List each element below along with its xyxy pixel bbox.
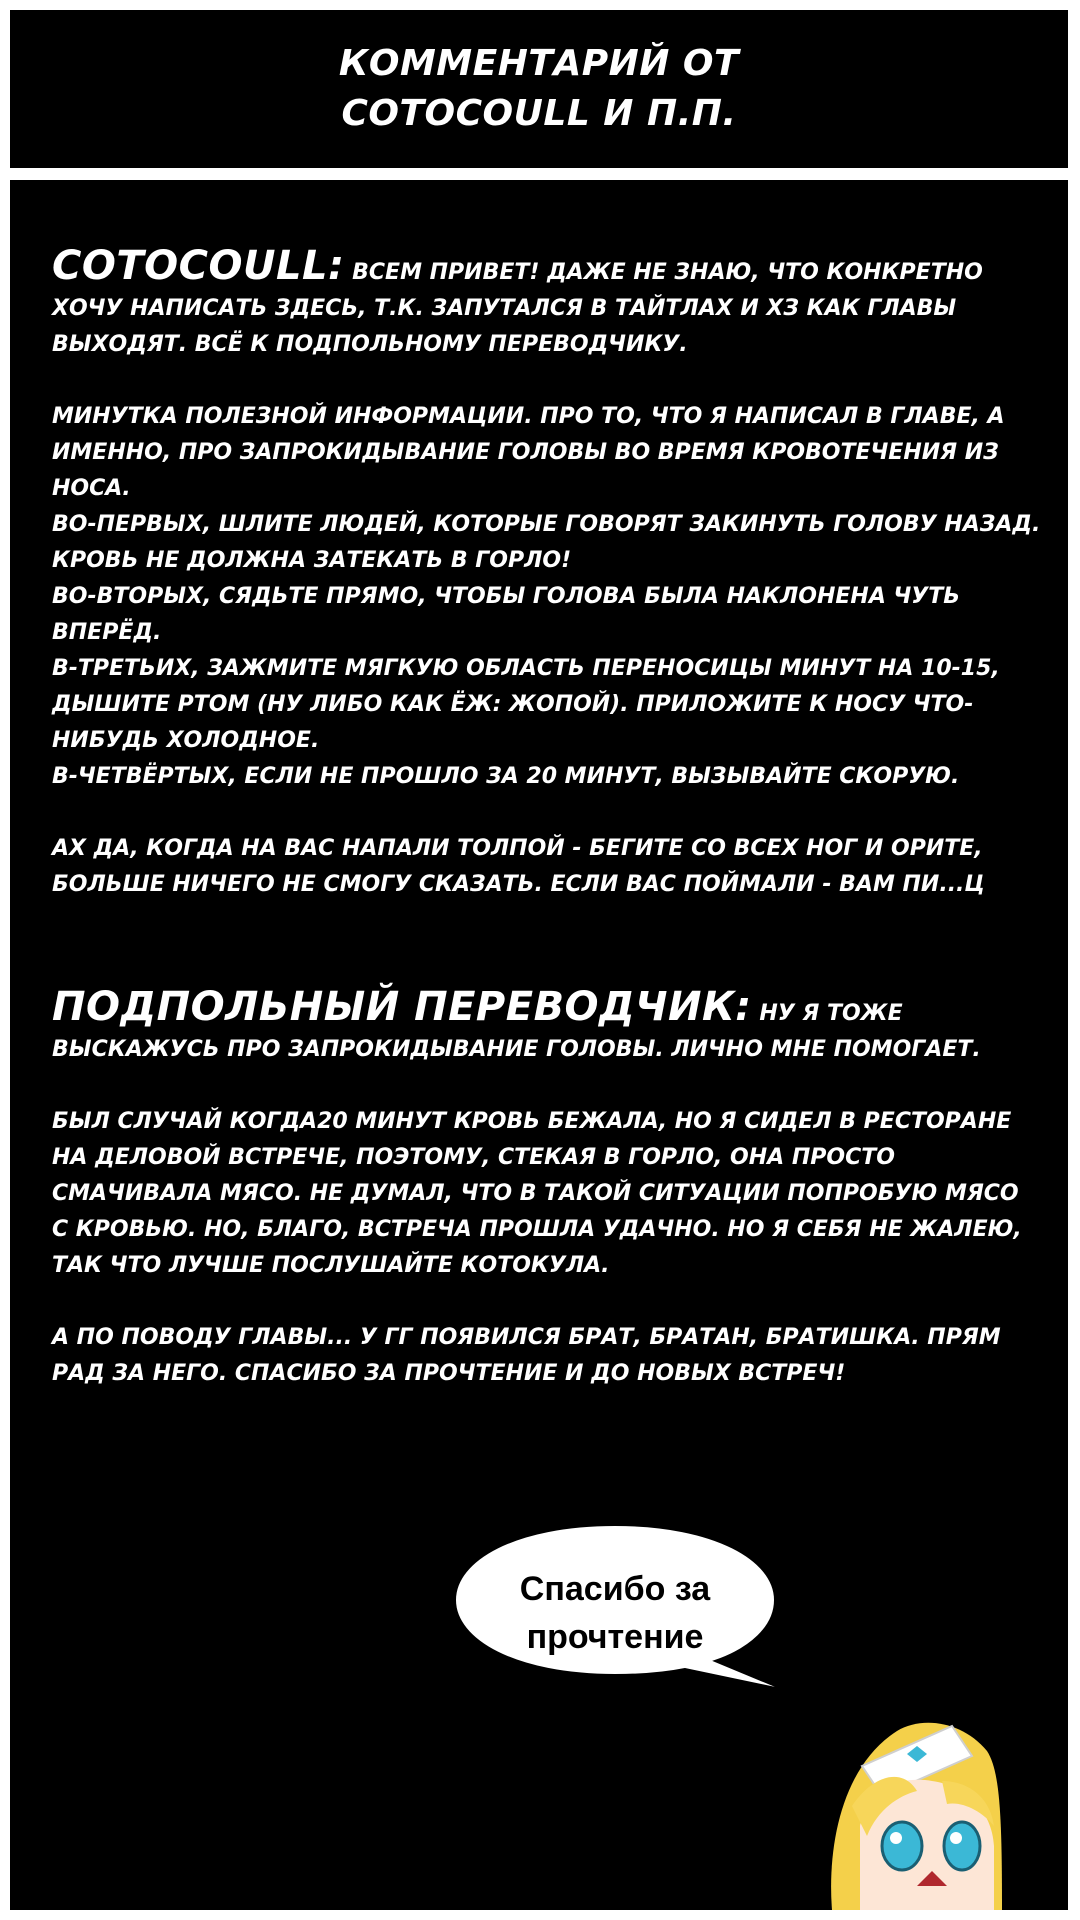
anime-girl-mascot (822, 1696, 1002, 1910)
header-title-line-1: КОММЕНТАРИЙ ОТ (338, 43, 740, 84)
speech-bubble-text: Спасибо за прочтение (519, 1570, 711, 1656)
comment-translator-intro (52, 984, 1042, 1068)
comment-translator-outro: А ПО ПОВОДУ ГЛАВЫ... У ГГ ПОЯВИЛСЯ БРАТ, БРАТАН, БРАТИШКА. ПРЯМ РАД ЗА НЕГО. СПАСИБО ЗА ПРОЧТЕНИЕ И ДО НОВЫХ ВСТРЕЧ! (52, 1325, 1001, 1386)
comment-cotocoull-outro: АХ ДА, КОГДА НА ВАС НАПАЛИ ТОЛПОЙ - БЕГИТЕ СО ВСЕХ НОГ И ОРИТЕ, БОЛЬШЕ НИЧЕГО НЕ СМОГУ СКАЗАТЬ. ЕСЛИ ВАС ПОЙМАЛИ - ВАМ ПИ...Ц (52, 836, 985, 897)
comment-content (52, 243, 1042, 1392)
spacer (52, 1284, 1042, 1320)
header-title-line-2: COTOCOULL И П.П. (341, 93, 737, 134)
spacer (52, 363, 1042, 399)
speech-bubble (440, 1515, 790, 1695)
comment-cotocoull-intro-text: ВСЕМ ПРИВЕТ! ДАЖЕ НЕ ЗНАЮ, ЧТО КОНКРЕТНО ХОЧУ НАПИСАТЬ ЗДЕСЬ, Т.К. ЗАПУТАЛСЯ В ТАЙТЛАХ И ХЗ КАК ГЛАВЫ ВЫХОДЯТ. ВСЁ К ПОДПОЛЬНОМУ ПЕРЕВОДЧИКУ. (52, 260, 983, 357)
mascot-illustration (822, 1696, 1002, 1910)
comment-cotocoull-intro (52, 243, 1042, 363)
comment-translator-story: БЫЛ СЛУЧАЙ КОГДА20 МИНУТ КРОВЬ БЕЖАЛА, НО Я СИДЕЛ В РЕСТОРАНЕ НА ДЕЛОВОЙ ВСТРЕЧЕ, ПОЭТОМУ, СТЕКАЯ В ГОРЛО, ОНА ПРОСТО СМАЧИВАЛА МЯСО. НЕ ДУМАЛ, ЧТО В ТАКОЙ СИТУАЦИИ ПОПРОБУЮ МЯСО С КРОВЬЮ. НО, БЛАГО, ВСТРЕЧА ПРОШЛА УДАЧНО. НО Я СЕБЯ НЕ ЖАЛЕЮ, ТАК ЧТО ЛУЧШЕ ПОСЛУШАЙТЕ КОТОКУЛА. (52, 1109, 1022, 1278)
comment-translator-intro-text: НУ Я ТОЖЕ ВЫСКАЖУСЬ ПРО ЗАПРОКИДЫВАНИЕ ГОЛОВЫ. ЛИЧНО МНЕ ПОМОГАЕТ. (52, 1001, 981, 1062)
speaker-translator: ПОДПОЛЬНЫЙ ПЕРЕВОДЧИК: (52, 984, 752, 1030)
header-panel (10, 10, 1068, 168)
spacer (52, 903, 1042, 989)
comment-cotocoull-info: МИНУТКА ПОЛЕЗНОЙ ИНФОРМАЦИИ. ПРО ТО, ЧТО Я НАПИСАЛ В ГЛАВЕ, А ИМЕННО, ПРО ЗАПРОКИДЫВАНИЕ ГОЛОВЫ ВО ВРЕМЯ КРОВОТЕЧЕНИЯ ИЗ НОСА. ВО-ПЕРВЫХ, ШЛИТЕ ЛЮДЕЙ, КОТОРЫЕ ГОВОРЯТ ЗАКИНУТЬ ГОЛОВУ НАЗАД. КРОВЬ НЕ ДОЛЖНА ЗАТЕКАТЬ В ГОРЛО! ВО-ВТОРЫХ, СЯДЬТЕ ПРЯМО, ЧТОБЫ ГОЛОВА БЫЛА НАКЛОНЕНА ЧУТЬ ВПЕРЁД. В-ТРЕТЬИХ, ЗАЖМИТЕ МЯГКУЮ ОБЛАСТЬ ПЕРЕНОСИЦЫ МИНУТ НА 10-15, ДЫШИТЕ РТОМ (НУ ЛИБО КАК ЁЖ: ЖОПОЙ). ПРИЛОЖИТЕ К НОСУ ЧТО-НИБУДЬ ХОЛОДНОЕ. В-ЧЕТВЁРТЫХ, ЕСЛИ НЕ ПРОШЛО ЗА 20 МИНУТ, ВЫЗЫВАЙТЕ СКОРУЮ. (52, 404, 1041, 789)
spacer (52, 1068, 1042, 1104)
spacer (52, 795, 1042, 831)
speaker-cotocoull: COTOCOULL: (52, 243, 345, 289)
